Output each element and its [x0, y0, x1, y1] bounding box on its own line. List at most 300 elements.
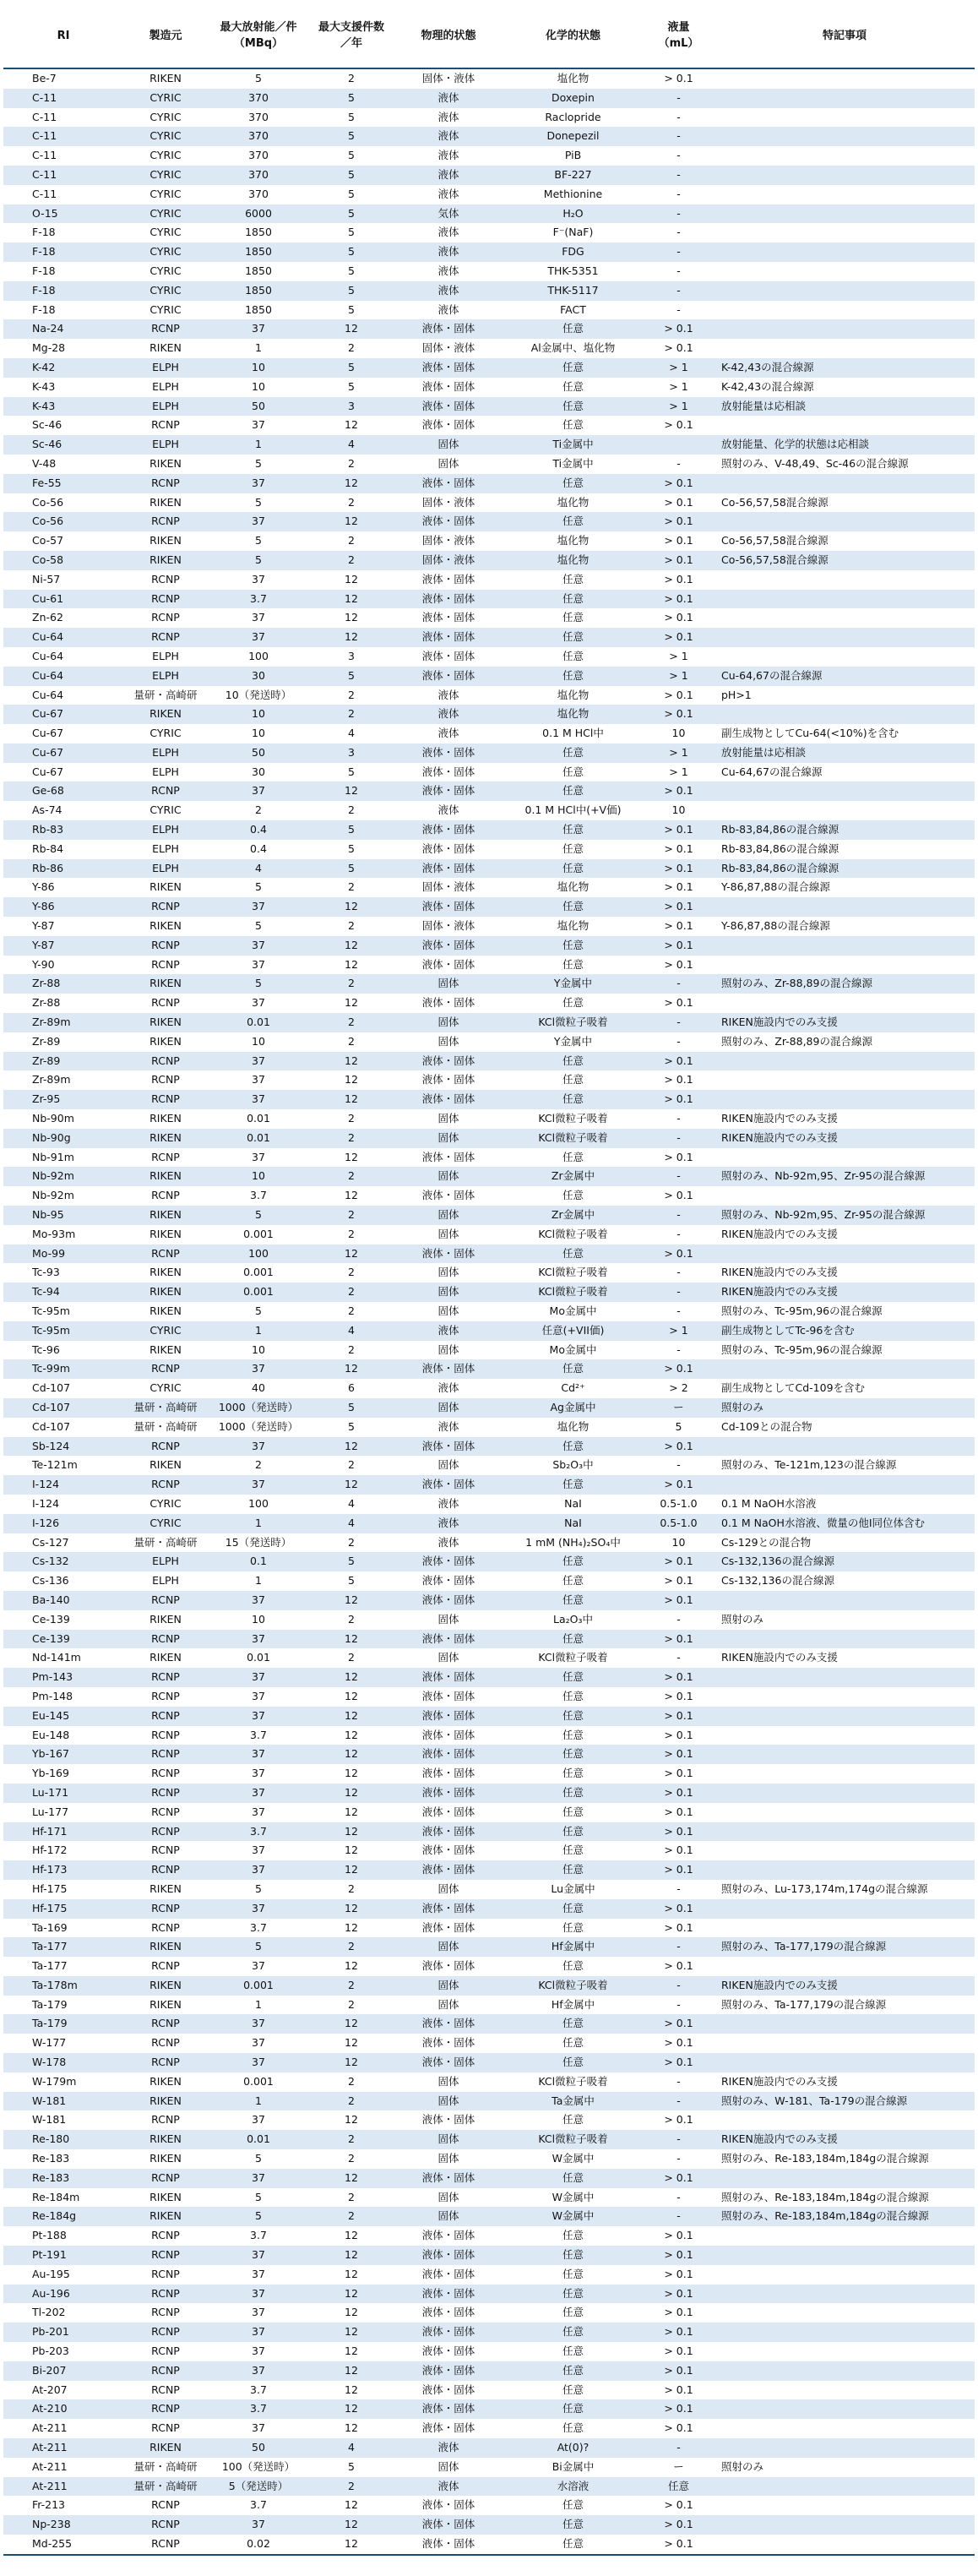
table-row [3, 2110, 975, 2130]
cell-max-support: 12 [345, 1824, 358, 1838]
cell-ri: Be-7 [32, 72, 57, 84]
cell-ri: F-18 [32, 302, 56, 316]
cell-notes: Co-56,57,58混合線源 [721, 553, 829, 566]
cell-volume: > 0.1 [664, 784, 693, 798]
cell-manufacturer: 量研・高崎研 [133, 1400, 198, 1413]
cell-notes [714, 68, 975, 89]
cell-notes [714, 281, 975, 301]
cell-manufacturer: ELPH [152, 823, 179, 836]
cell-max-activity: 5 [255, 2152, 262, 2165]
cell-notes [714, 2265, 975, 2285]
cell-max-activity: 100（発送時） [221, 2459, 296, 2473]
cell-ri: Ta-178m [32, 1978, 78, 1991]
cell-max-support: 5 [348, 1400, 355, 1413]
cell-physical-state: 液体 [437, 1535, 459, 1549]
cell-max-activity: 37 [252, 996, 265, 1010]
table-row [3, 531, 975, 551]
cell-max-support: 12 [345, 2286, 358, 2300]
cell-manufacturer: ELPH [152, 360, 179, 373]
cell-max-activity: 37 [252, 2248, 265, 2262]
cell-volume: > 0.1 [664, 1593, 693, 1606]
cell-notes [714, 801, 975, 820]
cell-max-activity: 37 [252, 2017, 265, 2030]
table-row [3, 2265, 975, 2285]
cell-notes [714, 1475, 975, 1495]
cell-ri: Ta-169 [32, 1920, 68, 1934]
cell-max-activity: 5 [255, 2209, 262, 2223]
cell-notes [714, 108, 975, 128]
cell-notes [714, 1186, 975, 1206]
cell-manufacturer: RCNP [151, 1824, 180, 1838]
cell-notes: 照射のみ、W-181、Ta-179の混合線源 [721, 2094, 908, 2107]
cell-manufacturer: RCNP [151, 1189, 180, 1202]
cell-max-support: 5 [348, 668, 355, 682]
cell-notes: 放射能量は応相談 [721, 399, 807, 412]
cell-physical-state: 固体 [437, 1208, 459, 1222]
cell-max-activity: 5（発送時） [228, 2479, 289, 2492]
cell-notes: 放射能量は応相談 [721, 745, 807, 759]
cell-max-activity: 37 [252, 1689, 265, 1702]
cell-physical-state: 液体・固体 [421, 1863, 475, 1876]
cell-max-activity: 5 [255, 72, 262, 84]
cell-physical-state: 液体・固体 [421, 765, 475, 778]
cell-ri: Ta-177 [32, 1940, 68, 1953]
cell-physical-state: 液体 [437, 302, 459, 316]
cell-physical-state: 固体 [437, 1342, 459, 1356]
table-row [3, 1957, 975, 1976]
cell-chemical-state: 塩化物 [557, 707, 590, 721]
table-row [3, 185, 975, 204]
cell-max-activity: 0.01 [247, 1112, 270, 1125]
table-row [3, 974, 975, 994]
cell-notes: K-42,43の混合線源 [721, 379, 814, 393]
cell-notes [714, 262, 975, 281]
cell-notes [714, 2342, 975, 2361]
cell-notes [714, 2226, 975, 2246]
cell-max-activity: 10 [252, 707, 265, 721]
cell-max-activity: 3.7 [250, 1728, 267, 1741]
cell-volume: > 1 [669, 765, 688, 778]
cell-max-support: 5 [348, 245, 355, 259]
cell-chemical-state: Ti金属中 [552, 456, 594, 470]
cell-notes [714, 339, 975, 358]
cell-volume: > 0.1 [664, 1901, 693, 1914]
cell-max-support: 12 [345, 1959, 358, 1973]
cell-volume: > 0.1 [664, 688, 693, 701]
cell-chemical-state: 任意 [562, 938, 584, 951]
cell-max-support: 12 [345, 322, 358, 335]
cell-max-activity: 1 [255, 1997, 262, 2011]
cell-max-activity: 6000 [245, 206, 272, 220]
cell-notes: RIKEN施設内でのみ支援 [721, 2132, 838, 2146]
cell-max-activity: 10 [252, 1612, 265, 1626]
cell-manufacturer: RIKEN [149, 72, 182, 84]
cell-physical-state: 液体・固体 [421, 1189, 475, 1202]
cell-max-activity: 37 [252, 2036, 265, 2050]
cell-physical-state: 固体 [437, 1978, 459, 1991]
table-row [3, 2034, 975, 2053]
cell-max-activity: 30 [252, 668, 265, 682]
cell-max-activity: 5 [255, 534, 262, 547]
cell-physical-state: 液体・固体 [421, 2170, 475, 2184]
cell-chemical-state: 任意 [562, 649, 584, 662]
cell-volume: > 0.1 [664, 2036, 693, 2050]
cell-notes [714, 705, 975, 724]
cell-max-activity: 37 [252, 1670, 265, 1684]
table-row [3, 1996, 975, 2015]
cell-chemical-state: At(0)? [557, 2441, 590, 2454]
cell-max-support: 12 [345, 1362, 358, 1375]
cell-physical-state: 液体・固体 [421, 572, 475, 585]
cell-max-activity: 37 [252, 2421, 265, 2435]
cell-manufacturer: RCNP [151, 476, 180, 489]
cell-physical-state: 固体 [437, 2459, 459, 2473]
cell-notes: Co-56,57,58混合線源 [721, 534, 829, 547]
cell-max-activity: 37 [252, 1805, 265, 1818]
cell-notes [714, 2515, 975, 2535]
cell-ri: Hf-171 [32, 1824, 68, 1838]
cell-physical-state: 固体 [437, 1112, 459, 1125]
cell-max-activity: 37 [252, 515, 265, 528]
cell-volume: > 0.1 [664, 1689, 693, 1702]
cell-volume: > 0.1 [664, 2402, 693, 2415]
cell-volume: > 0.1 [664, 2113, 693, 2127]
cell-physical-state: 液体 [437, 1323, 459, 1337]
cell-volume: - [676, 90, 681, 104]
table-row [3, 917, 975, 936]
cell-volume: > 0.1 [664, 707, 693, 721]
cell-physical-state: 液体・固体 [421, 2306, 475, 2319]
cell-notes: RIKEN施設内でのみ支援 [721, 1285, 838, 1299]
cell-max-activity: 1850 [245, 302, 272, 316]
cell-max-activity: 5 [255, 553, 262, 566]
cell-notes: Rb-83,84,86の混合線源 [721, 823, 839, 836]
table-row [3, 2342, 975, 2361]
cell-chemical-state: 塩化物 [557, 72, 590, 84]
cell-notes: RIKEN施設内でのみ支援 [721, 1130, 838, 1144]
cell-max-support: 12 [345, 1478, 358, 1491]
cell-max-support: 5 [348, 1419, 355, 1433]
cell-manufacturer: RIKEN [149, 1651, 182, 1664]
cell-physical-state: 液体・固体 [421, 1805, 475, 1818]
cell-max-support: 2 [348, 1458, 355, 1472]
cell-ri: Cd-107 [32, 1400, 71, 1413]
cell-physical-state: 液体・固体 [421, 2325, 475, 2339]
cell-volume: - [676, 1304, 681, 1317]
cell-volume: 0.5-1.0 [660, 1516, 698, 1529]
table-row [3, 1341, 975, 1360]
cell-chemical-state: Ta金属中 [551, 2094, 595, 2107]
table-row [3, 2458, 975, 2477]
cell-max-support: 5 [348, 823, 355, 836]
table-row [3, 1186, 975, 1206]
cell-physical-state: 固体 [437, 456, 459, 470]
cell-volume: - [676, 1612, 681, 1626]
cell-manufacturer: ELPH [152, 841, 179, 855]
cell-max-activity: 37 [252, 2286, 265, 2300]
cell-max-support: 12 [345, 2345, 358, 2358]
cell-max-activity: 5 [255, 1208, 262, 1222]
cell-manufacturer: CYRIC [149, 264, 182, 277]
cell-notes [714, 89, 975, 108]
cell-manufacturer: RCNP [151, 2325, 180, 2339]
cell-physical-state: 液体・固体 [421, 322, 475, 335]
cell-physical-state: 液体・固体 [421, 2036, 475, 2050]
cell-physical-state: 液体・固体 [421, 2286, 475, 2300]
cell-ri: Nb-90m [32, 1112, 74, 1125]
cell-max-support: 12 [345, 1092, 358, 1106]
cell-max-support: 12 [345, 2325, 358, 2339]
cell-ri: Sb-124 [32, 1439, 70, 1452]
cell-manufacturer: RIKEN [149, 2441, 182, 2454]
cell-manufacturer: RCNP [151, 2248, 180, 2262]
cell-physical-state: 液体・固体 [421, 630, 475, 644]
cell-manufacturer: RCNP [151, 957, 180, 971]
cell-manufacturer: RCNP [151, 1901, 180, 1914]
cell-physical-state: 液体・固体 [421, 1728, 475, 1741]
cell-volume: - [676, 2152, 681, 2165]
table-row [3, 570, 975, 590]
table-row [3, 1495, 975, 1514]
cell-max-activity: 30 [252, 765, 265, 778]
cell-max-support: 2 [348, 2209, 355, 2223]
cell-max-support: 12 [345, 1785, 358, 1799]
cell-volume: > 0.1 [664, 418, 693, 432]
cell-volume: - [676, 245, 681, 259]
cell-physical-state: 液体・固体 [421, 2537, 475, 2550]
table-row [3, 416, 975, 435]
cell-chemical-state: H₂O [562, 206, 584, 220]
table-row [3, 859, 975, 879]
cell-physical-state: 液体・固体 [421, 649, 475, 662]
cell-max-support: 5 [348, 129, 355, 143]
cell-manufacturer: RCNP [151, 2229, 180, 2242]
cell-ri: Pb-203 [32, 2345, 69, 2358]
cell-chemical-state: 任意 [562, 476, 584, 489]
cell-max-activity: 37 [252, 1747, 265, 1761]
cell-max-activity: 5 [255, 977, 262, 990]
cell-max-support: 12 [345, 2363, 358, 2377]
cell-notes [714, 570, 975, 590]
cell-ri: Zr-88 [32, 996, 61, 1010]
cell-notes [714, 1707, 975, 1726]
table-row [3, 1571, 975, 1591]
cell-physical-state: 液体・固体 [421, 2498, 475, 2512]
cell-max-activity: 37 [252, 611, 265, 624]
cell-volume: > 0.1 [664, 1747, 693, 1761]
cell-ri: Pm-148 [32, 1689, 73, 1702]
cell-physical-state: 固体・液体 [421, 495, 475, 509]
cell-max-activity: 1 [255, 1516, 262, 1529]
cell-ri: Md-255 [32, 2537, 73, 2550]
table-row [3, 1726, 975, 1745]
cell-volume: > 0.1 [664, 900, 693, 913]
cell-physical-state: 固体・液体 [421, 919, 475, 933]
cell-chemical-state: 任意 [562, 2229, 584, 2242]
cell-notes [714, 2014, 975, 2034]
cell-max-support: 12 [345, 630, 358, 644]
cell-max-activity: 3.7 [250, 2229, 267, 2242]
cell-manufacturer: RCNP [151, 784, 180, 798]
cell-max-support: 4 [348, 1516, 355, 1529]
cell-max-activity: 37 [252, 1901, 265, 1914]
cell-manufacturer: RCNP [151, 1670, 180, 1684]
cell-manufacturer: 量研・高崎研 [133, 1419, 198, 1433]
cell-volume: > 0.1 [664, 1708, 693, 1722]
table-row [3, 1648, 975, 1668]
cell-notes: 照射のみ、Zr-88,89の混合線源 [721, 977, 872, 990]
cell-physical-state: 液体 [437, 688, 459, 701]
cell-volume: > 0.1 [664, 1246, 693, 1260]
cell-manufacturer: ELPH [152, 861, 179, 874]
cell-notes: 照射のみ、Re-183,184m,184gの混合線源 [721, 2209, 929, 2223]
cell-ri: Tl-202 [32, 2306, 66, 2319]
cell-max-activity: 1850 [245, 264, 272, 277]
cell-physical-state: 液体・固体 [421, 861, 475, 874]
cell-manufacturer: ELPH [152, 745, 179, 759]
cell-volume: - [676, 206, 681, 220]
cell-max-activity: 0.01 [247, 1651, 270, 1664]
cell-physical-state: 固体 [437, 1612, 459, 1626]
cell-max-activity: 37 [252, 1073, 265, 1086]
cell-notes: 照射のみ、Nb-92m,95、Zr-95の混合線源 [721, 1208, 926, 1222]
cell-max-activity: 37 [252, 938, 265, 951]
cell-notes: Cd-109との混合物 [721, 1419, 812, 1433]
cell-manufacturer: RCNP [151, 2113, 180, 2127]
cell-max-support: 3 [348, 399, 355, 412]
cell-max-activity: 37 [252, 900, 265, 913]
table-row [3, 2130, 975, 2149]
cell-max-support: 12 [345, 1689, 358, 1702]
cell-ri: Ce-139 [32, 1631, 70, 1645]
cell-ri: I-126 [32, 1516, 60, 1529]
cell-max-activity: 37 [252, 1054, 265, 1067]
cell-notes [714, 1630, 975, 1649]
cell-volume: - [676, 1285, 681, 1299]
cell-ri: Tc-99m [32, 1362, 70, 1375]
cell-manufacturer: RCNP [151, 1689, 180, 1702]
cell-volume: > 0.1 [664, 2345, 693, 2358]
cell-physical-state: 液体 [437, 110, 459, 123]
cell-max-activity: 37 [252, 572, 265, 585]
table-row [3, 2226, 975, 2246]
cell-physical-state: 固体 [437, 1997, 459, 2011]
cell-manufacturer: ELPH [152, 649, 179, 662]
cell-notes: RIKEN施設内でのみ支援 [721, 1227, 838, 1240]
cell-physical-state: 液体・固体 [421, 611, 475, 624]
cell-manufacturer: RIKEN [149, 553, 182, 566]
table-row [3, 2381, 975, 2400]
cell-notes: Rb-83,84,86の混合線源 [721, 861, 839, 874]
cell-ri: Lu-177 [32, 1805, 69, 1818]
cell-max-activity: 37 [252, 1959, 265, 1973]
table-row [3, 1630, 975, 1649]
cell-ri: Tc-94 [32, 1285, 60, 1299]
cell-ri: Rb-86 [32, 861, 64, 874]
cell-notes [714, 1052, 975, 1071]
table-row [3, 2323, 975, 2342]
cell-max-activity: 37 [252, 1844, 265, 1857]
cell-max-support: 6 [348, 1381, 355, 1395]
cell-chemical-state: 塩化物 [557, 553, 590, 566]
table-row [3, 1803, 975, 1822]
cell-ri: Yb-167 [32, 1747, 69, 1761]
table-row [3, 1129, 975, 1148]
cell-chemical-state: 任意 [562, 1805, 584, 1818]
cell-ri: W-177 [32, 2036, 67, 2050]
cell-notes [714, 1090, 975, 1109]
cell-physical-state: 液体・固体 [421, 2421, 475, 2435]
cell-volume: > 0.1 [664, 1767, 693, 1780]
cell-manufacturer: RCNP [151, 1805, 180, 1818]
cell-ri: C-11 [32, 90, 57, 104]
table-row [3, 1764, 975, 1784]
cell-notes [714, 1148, 975, 1168]
cell-volume: > 0.1 [664, 2363, 693, 2377]
cell-ri: C-11 [32, 167, 57, 181]
cell-notes [714, 2246, 975, 2265]
header-ri: RI [57, 29, 70, 42]
table-row [3, 1784, 975, 1803]
cell-ri: Cu-67 [32, 765, 64, 778]
cell-max-activity: 1850 [245, 245, 272, 259]
cell-max-support: 5 [348, 110, 355, 123]
cell-physical-state: 液体・固体 [421, 399, 475, 412]
cell-manufacturer: CYRIC [149, 803, 182, 817]
cell-volume: > 0.1 [664, 1728, 693, 1741]
cell-max-support: 2 [348, 534, 355, 547]
cell-max-support: 5 [348, 187, 355, 200]
cell-chemical-state: 塩化物 [557, 880, 590, 894]
cell-max-support: 12 [345, 1189, 358, 1202]
table-row [3, 435, 975, 455]
cell-max-activity: 1850 [245, 283, 272, 297]
cell-max-support: 2 [348, 1227, 355, 1240]
cell-max-activity: 37 [252, 1593, 265, 1606]
cell-volume: - [676, 302, 681, 316]
cell-max-activity: 370 [248, 167, 269, 181]
cell-ri: Rb-83 [32, 823, 64, 836]
cell-max-support: 12 [345, 1593, 358, 1606]
cell-max-activity: 2 [255, 803, 262, 817]
table-row [3, 1860, 975, 1880]
cell-max-support: 12 [345, 2056, 358, 2069]
cell-max-support: 2 [348, 688, 355, 701]
cell-chemical-state: 任意 [562, 900, 584, 913]
cell-chemical-state: KCl微粒子吸着 [538, 1266, 608, 1279]
cell-max-support: 12 [345, 1767, 358, 1780]
cell-chemical-state: 0.1 M HCl中 [542, 727, 604, 740]
cell-notes [714, 2110, 975, 2130]
cell-notes: 照射のみ、Re-183,184m,184gの混合線源 [721, 2152, 929, 2165]
cell-notes: K-42,43の混合線源 [721, 360, 814, 373]
cell-physical-state: 液体・固体 [421, 360, 475, 373]
table-row [3, 2072, 975, 2092]
cell-ri: Nb-92m [32, 1169, 74, 1183]
cell-volume: > 1 [669, 649, 688, 662]
cell-max-activity: 37 [252, 2267, 265, 2280]
cell-max-support: 12 [345, 2402, 358, 2415]
cell-volume: - [676, 2094, 681, 2107]
table-row [3, 2535, 975, 2555]
cell-max-activity: 37 [252, 2113, 265, 2127]
cell-max-activity: 37 [252, 1150, 265, 1163]
cell-max-support: 4 [348, 1496, 355, 1510]
cell-manufacturer: RIKEN [149, 919, 182, 933]
cell-max-support: 4 [348, 727, 355, 740]
cell-volume: > 1 [669, 399, 688, 412]
cell-max-support: 12 [345, 2421, 358, 2435]
